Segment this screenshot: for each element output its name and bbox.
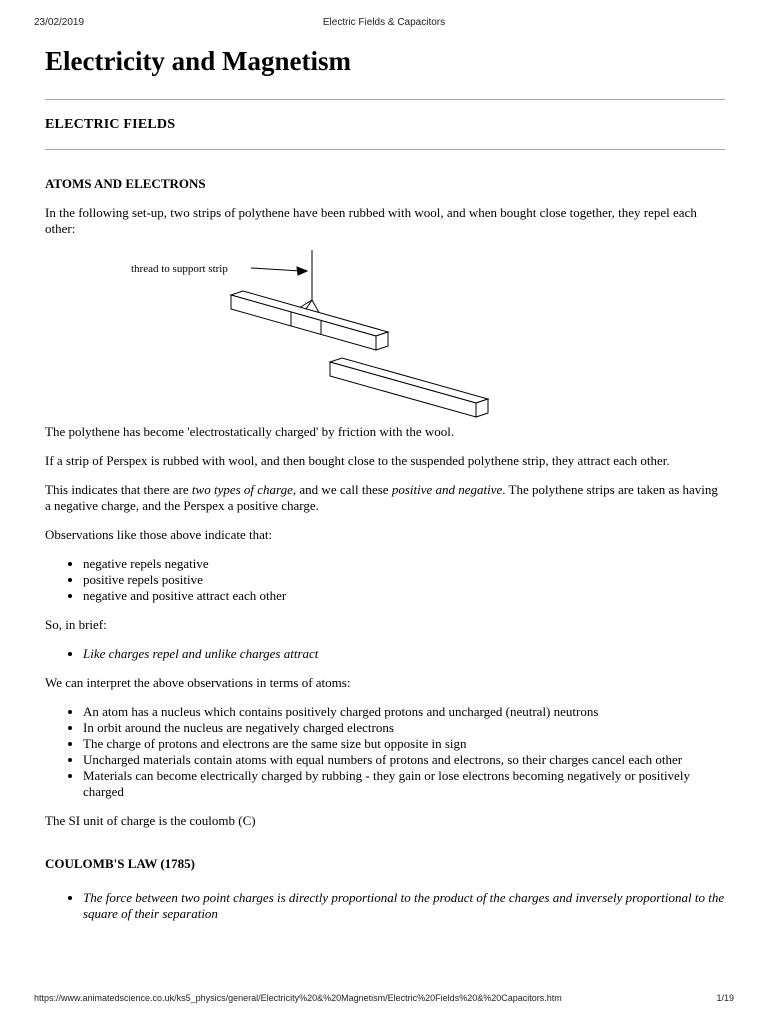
- page-number: 1/19: [716, 993, 734, 1003]
- text-run: . The polythene strips are taken as having a negative charge, and the Perspex a positive charge.: [45, 482, 718, 513]
- brief-statement: Like charges repel and unlike charges attract: [83, 646, 319, 661]
- divider: [45, 99, 725, 100]
- list-item: • The charge of protons and electrons are the same size but opposite in sign: [83, 736, 725, 752]
- observations-list: [45, 556, 725, 604]
- document-body: [45, 40, 725, 922]
- page-title: Electricity and Magnetism: [45, 46, 351, 76]
- emphasis-two-types: two types of charge: [191, 482, 293, 497]
- subsection-heading-coulomb: COULOMB'S LAW (1785): [45, 856, 195, 871]
- interpret-paragraph: We can interpret the above observations in terms of atoms:: [45, 675, 351, 690]
- figure-label: thread to support strip: [131, 263, 228, 275]
- section-heading: ELECTRIC FIELDS: [45, 117, 176, 132]
- list-item: [83, 890, 725, 922]
- list-item: • positive repels positive: [83, 572, 725, 588]
- charge-types-paragraph: [45, 482, 725, 514]
- perspex-paragraph: If a strip of Perspex is rubbed with wool, and then bought close to the suspended polythene strip, they attract each other.: [45, 453, 670, 468]
- page-url: https://www.animatedscience.co.uk/ks5_physics/general/Electricity%20&%20Magnetism/Electric%20Fields%20&%20Capacitors.htm: [34, 993, 562, 1003]
- charged-paragraph: The polythene has become 'electrostatically charged' by friction with the wool.: [45, 424, 455, 439]
- print-footer: [0, 993, 768, 1009]
- list-item: • An atom has a nucleus which contains positively charged protons and uncharged (neutral) neutrons: [83, 704, 725, 720]
- text-run: This indicates that there are: [45, 482, 192, 497]
- strips-diagram: [45, 250, 725, 420]
- intro-paragraph: In the following set-up, two strips of polythene have been rubbed with wool, and when bought close together, they repel each other:: [45, 205, 697, 236]
- emphasis-positive-negative: positive and negative: [391, 482, 503, 497]
- list-item: [83, 646, 725, 662]
- list-item: • negative and positive attract each other: [83, 588, 725, 604]
- list-item: • Uncharged materials contain atoms with equal numbers of protons and electrons, so their charges cancel each other: [83, 752, 725, 768]
- coulomb-list: [45, 890, 725, 922]
- print-title: Electric Fields & Capacitors: [322, 17, 446, 28]
- print-header: [0, 14, 768, 30]
- subsection-heading-atoms: ATOMS AND ELECTRONS: [45, 176, 206, 191]
- coulomb-statement: The force between two point charges is directly proportional to the product of the charges and inversely proportional to the square of their separation: [83, 890, 725, 921]
- polythene-strips-figure: [45, 250, 725, 420]
- atom-facts-list: [45, 704, 725, 800]
- list-item: • In orbit around the nucleus are negatively charged electrons: [83, 720, 725, 736]
- print-date: 23/02/2019: [34, 17, 85, 28]
- observations-paragraph: Observations like those above indicate that:: [45, 527, 273, 542]
- divider: [45, 149, 725, 150]
- brief-list: [45, 646, 725, 662]
- text-run: , and we call these: [292, 482, 392, 497]
- si-unit-paragraph: The SI unit of charge is the coulomb (C): [45, 813, 256, 828]
- brief-paragraph: So, in brief:: [45, 617, 107, 632]
- list-item: • Materials can become electrically charged by rubbing - they gain or lose electrons becoming negatively or positively charged: [83, 768, 725, 800]
- list-item: • negative repels negative: [83, 556, 725, 572]
